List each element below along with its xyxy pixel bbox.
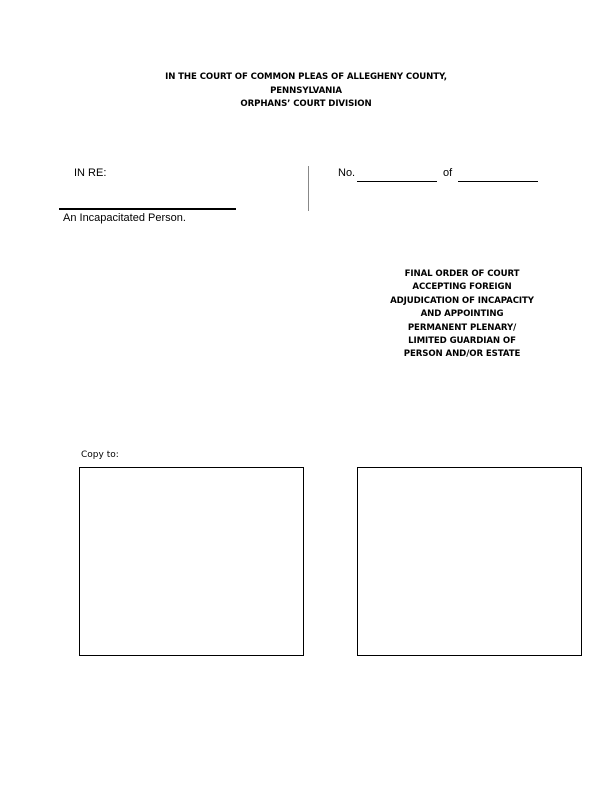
- order-title-line-6: LIMITED GUARDIAN OF: [408, 336, 516, 347]
- court-header: [106, 71, 506, 112]
- person-name-blank[interactable]: [59, 208, 236, 210]
- court-header-line-3: ORPHANS’ COURT DIVISION: [240, 99, 372, 109]
- copy-to-box-right[interactable]: [357, 467, 582, 656]
- order-title-line-5: PERMANENT PLENARY/: [407, 322, 517, 333]
- order-title-line-7: PERSON AND/OR ESTATE: [403, 349, 521, 360]
- in-re-label: IN RE:: [74, 167, 107, 179]
- case-number-label: No.: [338, 167, 356, 179]
- court-header-line-1: IN THE COURT OF COMMON PLEAS OF ALLEGHENY COUNTY,: [165, 72, 447, 82]
- case-year-label: of: [443, 167, 453, 179]
- case-year-blank[interactable]: [458, 181, 538, 182]
- copy-to-box-left[interactable]: [79, 467, 304, 656]
- order-title-line-1: FINAL ORDER OF COURT: [404, 269, 520, 279]
- copy-to-label: Copy to:: [81, 450, 119, 460]
- incapacitated-person-label: An Incapacitated Person.: [63, 212, 186, 224]
- order-title: [356, 268, 568, 362]
- case-number-blank[interactable]: [357, 181, 437, 182]
- order-title-line-4: AND APPOINTING: [420, 309, 504, 320]
- court-header-line-2: PENNSYLVANIA: [270, 85, 342, 96]
- order-title-line-3: ADJUDICATION OF INCAPACITY: [390, 295, 534, 306]
- caption-divider: [308, 166, 309, 211]
- order-title-line-2: ACCEPTING FOREIGN: [412, 282, 512, 293]
